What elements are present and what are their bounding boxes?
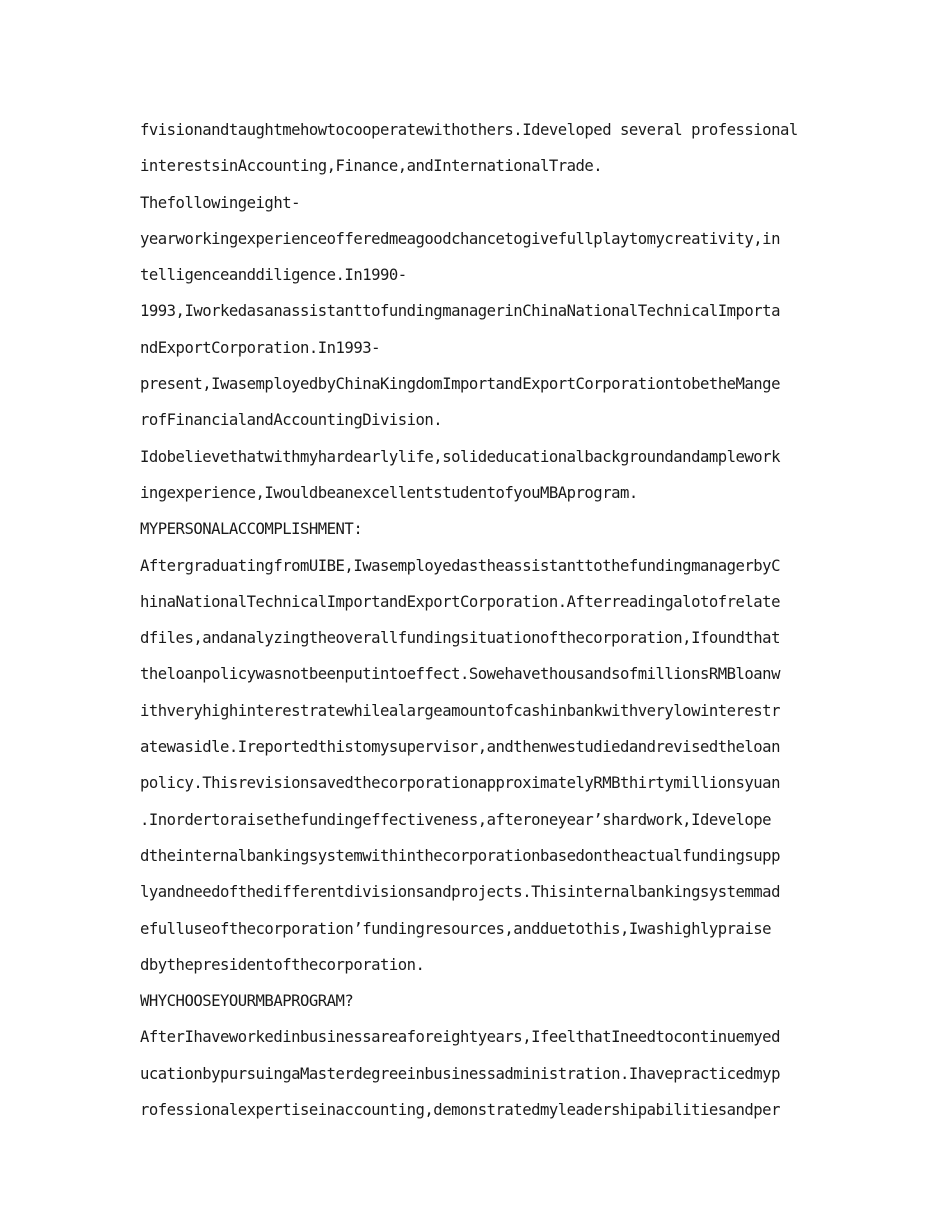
text-line: efulluseofthecorporation’fundingresources,andduetothis,Iwashighlypraise (140, 919, 772, 938)
text-line: fvisionandtaughtmehowtocooperatewithothers.Ideveloped several professional (140, 121, 798, 139)
text-line: rofessionalexpertiseinaccounting,demonstratedmyleadershipabilitiesandper (140, 1101, 780, 1120)
text-line: policy.ThisrevisionsavedthecorporationapproximatelyRMBthirtymillionsyuan (140, 774, 780, 793)
text-line: ndExportCorporation.In1993- (140, 338, 380, 357)
text-line: dbythepresidentofthecorporation. (140, 955, 425, 974)
text-line: ucationbypursuingaMasterdegreeinbusinessadministration.Ihavepracticedmyp (140, 1064, 780, 1083)
text-line: dfiles,andanalyzingtheoverallfundingsituationofthecorporation,Ifoundthat (140, 629, 780, 648)
text-line: hinaNationalTechnicalImportandExportCorporation.Afterreadingalotofrelate (140, 592, 780, 611)
text-line: .Inordertoraisethefundingeffectiveness,afteroneyear’shardwork,Idevelope (140, 810, 772, 829)
text-line: interestsinAccounting,Finance,andInternationalTrade. (140, 157, 603, 176)
text-line: Thefollowingeight- (140, 193, 300, 212)
section-heading: WHYCHOOSEYOURMBAPROGRAM? (140, 992, 354, 1011)
text-line: present,IwasemployedbyChinaKingdomImportandExportCorporationtobetheMange (140, 375, 780, 394)
text-line: atewasidle.Ireportedthistomysupervisor,andthenwestudiedandrevisedtheloan (140, 738, 780, 757)
text-line: ingexperience,IwouldbeanexcellentstudentofyouMBAprogram. (140, 483, 638, 502)
text-line: dtheinternalbankingsystemwithinthecorporationbasedontheactualfundingsupp (140, 846, 780, 865)
text-line: Idobelievethatwithmyhardearlylife,solideducationalbackgroundandamplework (140, 447, 780, 466)
text-line: ithveryhighinterestratewhilealargeamountofcashinbankwithverylowinterestr (140, 701, 780, 720)
text-line: AftergraduatingfromUIBE,IwasemployedastheassistanttothefundingmanagerbyC (140, 556, 780, 575)
section-heading: MYPERSONALACCOMPLISHMENT: (140, 520, 363, 539)
text-line: rofFinancialandAccountingDivision. (140, 411, 443, 430)
body-text (140, 118, 812, 1134)
text-line: 1993,IworkedasanassistanttofundingmanagerinChinaNationalTechnicalImporta (140, 302, 780, 321)
text-line: lyandneedofthedifferentdivisionsandprojects.Thisinternalbankingsystemmad (140, 883, 780, 902)
text-line: AfterIhaveworkedinbusinessareaforeightyears,IfeelthatIneedtocontinuemyed (140, 1028, 780, 1047)
text-line: telligenceanddiligence.In1990- (140, 266, 407, 285)
text-line: yearworkingexperienceofferedmeagoodchancetogivefullplaytomycreativity,in (140, 229, 780, 248)
text-line: theloanpolicywasnotbeenputintoeffect.SowehavethousandsofmillionsRMBloanw (140, 665, 780, 684)
